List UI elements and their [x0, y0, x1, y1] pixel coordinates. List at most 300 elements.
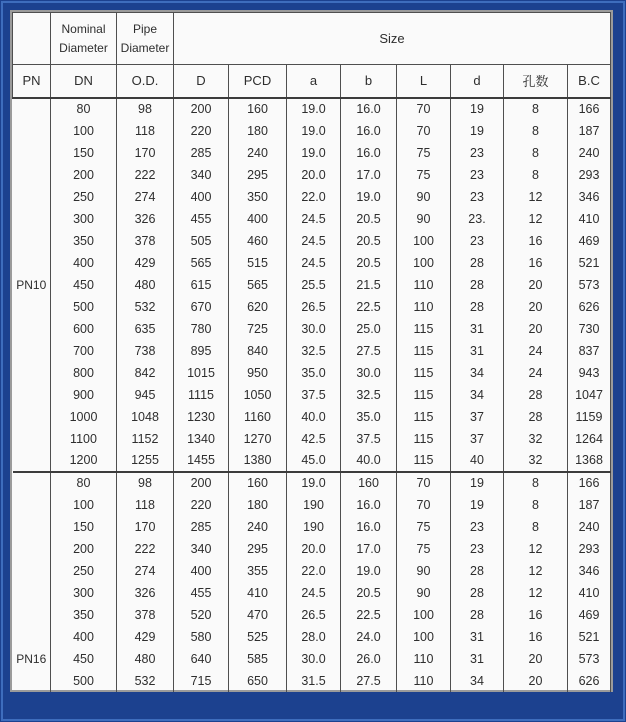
cell: 32 — [504, 428, 568, 450]
table-row — [13, 428, 611, 450]
cell: 115 — [397, 318, 451, 340]
cell: 274 — [117, 560, 174, 582]
column-header-d-bolt: d — [451, 65, 504, 98]
cell: 350 — [51, 230, 117, 252]
cell: 187 — [568, 120, 611, 142]
cell: 840 — [229, 340, 287, 362]
cell: 455 — [174, 208, 229, 230]
cell: 16 — [504, 252, 568, 274]
cell: 115 — [397, 450, 451, 472]
cell: 26.0 — [341, 648, 397, 670]
cell: 12 — [504, 538, 568, 560]
cell: 70 — [397, 120, 451, 142]
cell: 40.0 — [287, 406, 341, 428]
cell: 580 — [174, 626, 229, 648]
cell: 25.5 — [287, 274, 341, 296]
cell: 31 — [451, 340, 504, 362]
cell: 115 — [397, 362, 451, 384]
section-label-pn10: PN10 — [13, 98, 51, 472]
cell: 12 — [504, 186, 568, 208]
cell: 24.5 — [287, 252, 341, 274]
cell: 1230 — [174, 406, 229, 428]
cell: 20 — [504, 648, 568, 670]
cell: 8 — [504, 98, 568, 120]
cell: 640 — [174, 648, 229, 670]
cell: 410 — [229, 582, 287, 604]
cell: 285 — [174, 142, 229, 164]
header-size: Size — [174, 13, 611, 65]
cell: 187 — [568, 494, 611, 516]
cell: 626 — [568, 296, 611, 318]
cell: 34 — [451, 362, 504, 384]
cell: 28 — [451, 252, 504, 274]
cell: 1380 — [229, 450, 287, 472]
cell: 450 — [51, 648, 117, 670]
cell: 469 — [568, 230, 611, 252]
table-row — [13, 406, 611, 428]
cell: 670 — [174, 296, 229, 318]
table-row — [13, 494, 611, 516]
cell: 28 — [451, 560, 504, 582]
cell: 1255 — [117, 450, 174, 472]
nominal-diameter-line2: Diameter — [59, 40, 108, 55]
cell: 90 — [397, 560, 451, 582]
cell: 20 — [504, 274, 568, 296]
cell: 400 — [229, 208, 287, 230]
table-row — [13, 186, 611, 208]
cell: 715 — [174, 670, 229, 692]
pipe-diameter-line2: Diameter — [120, 40, 170, 55]
cell: 295 — [229, 164, 287, 186]
column-header-dn: DN — [51, 65, 117, 98]
header-row-columns — [13, 65, 611, 98]
cell: 30.0 — [287, 318, 341, 340]
cell: 515 — [229, 252, 287, 274]
column-header-pn: PN — [13, 65, 51, 98]
cell: 274 — [117, 186, 174, 208]
cell: 521 — [568, 626, 611, 648]
cell: 32 — [504, 450, 568, 472]
cell: 26.5 — [287, 604, 341, 626]
cell: 75 — [397, 516, 451, 538]
table-row — [13, 164, 611, 186]
cell: 150 — [51, 142, 117, 164]
cell: 23 — [451, 186, 504, 208]
cell: 350 — [229, 186, 287, 208]
cell: 20 — [504, 318, 568, 340]
cell: 98 — [117, 98, 174, 120]
cell: 429 — [117, 626, 174, 648]
cell: 19.0 — [287, 142, 341, 164]
cell: 110 — [397, 274, 451, 296]
cell: 521 — [568, 252, 611, 274]
cell: 600 — [51, 318, 117, 340]
table-row — [13, 582, 611, 604]
cell: 28 — [451, 604, 504, 626]
cell: 24.5 — [287, 582, 341, 604]
cell: 16.0 — [341, 120, 397, 142]
cell: 293 — [568, 538, 611, 560]
cell: 28.0 — [287, 626, 341, 648]
cell: 326 — [117, 582, 174, 604]
cell: 75 — [397, 142, 451, 164]
cell: 285 — [174, 516, 229, 538]
cell: 573 — [568, 648, 611, 670]
cell: 22.5 — [341, 296, 397, 318]
cell: 180 — [229, 494, 287, 516]
cell: 100 — [397, 604, 451, 626]
cell: 110 — [397, 670, 451, 692]
cell: 90 — [397, 208, 451, 230]
table-row — [13, 274, 611, 296]
cell: 620 — [229, 296, 287, 318]
cell: 250 — [51, 560, 117, 582]
cell: 532 — [117, 670, 174, 692]
table-row — [13, 670, 611, 692]
pipe-diameter-line1: Pipe — [132, 21, 158, 36]
cell: 800 — [51, 362, 117, 384]
cell: 293 — [568, 164, 611, 186]
cell: 28 — [451, 274, 504, 296]
cell: 190 — [287, 516, 341, 538]
cell: 28 — [451, 582, 504, 604]
cell: 738 — [117, 340, 174, 362]
cell: 115 — [397, 384, 451, 406]
cell: 100 — [397, 230, 451, 252]
cell: 24 — [504, 340, 568, 362]
column-header-od: O.D. — [117, 65, 174, 98]
cell: 220 — [174, 494, 229, 516]
header-row-groups — [13, 13, 611, 65]
cell: 1200 — [51, 450, 117, 472]
cell: 8 — [504, 120, 568, 142]
cell: 12 — [504, 208, 568, 230]
cell: 19 — [451, 98, 504, 120]
column-header-b: b — [341, 65, 397, 98]
cell: 8 — [504, 164, 568, 186]
cell: 40.0 — [341, 450, 397, 472]
column-header-l: L — [397, 65, 451, 98]
table-body — [13, 98, 611, 692]
cell: 650 — [229, 670, 287, 692]
cell: 20.0 — [287, 538, 341, 560]
cell: 90 — [397, 186, 451, 208]
cell: 240 — [229, 516, 287, 538]
cell: 20.5 — [341, 230, 397, 252]
cell: 12 — [504, 560, 568, 582]
cell: 300 — [51, 208, 117, 230]
cell: 460 — [229, 230, 287, 252]
cell: 42.5 — [287, 428, 341, 450]
cell: 615 — [174, 274, 229, 296]
cell: 70 — [397, 494, 451, 516]
cell: 28 — [504, 384, 568, 406]
cell: 98 — [117, 472, 174, 494]
cell: 25.0 — [341, 318, 397, 340]
cell: 37 — [451, 406, 504, 428]
cell: 400 — [174, 186, 229, 208]
cell: 27.5 — [341, 340, 397, 362]
cell: 37.5 — [287, 384, 341, 406]
cell: 1015 — [174, 362, 229, 384]
cell: 346 — [568, 560, 611, 582]
cell: 37 — [451, 428, 504, 450]
cell: 170 — [117, 142, 174, 164]
cell: 166 — [568, 472, 611, 494]
table-row — [13, 472, 611, 494]
cell: 240 — [229, 142, 287, 164]
cell: 30.0 — [287, 648, 341, 670]
cell: 31 — [451, 626, 504, 648]
cell: 19.0 — [341, 186, 397, 208]
cell: 24.0 — [341, 626, 397, 648]
cell: 27.5 — [341, 670, 397, 692]
table-row — [13, 648, 611, 670]
cell: 240 — [568, 142, 611, 164]
cell: 520 — [174, 604, 229, 626]
cell: 1264 — [568, 428, 611, 450]
cell: 118 — [117, 494, 174, 516]
cell: 22.5 — [341, 604, 397, 626]
cell: 12 — [504, 582, 568, 604]
cell: 23. — [451, 208, 504, 230]
cell: 75 — [397, 164, 451, 186]
table-header — [13, 13, 611, 98]
cell: 1159 — [568, 406, 611, 428]
cell: 31 — [451, 648, 504, 670]
cell: 24.5 — [287, 230, 341, 252]
cell: 40 — [451, 450, 504, 472]
cell: 1000 — [51, 406, 117, 428]
cell: 70 — [397, 472, 451, 494]
table-row — [13, 318, 611, 340]
table-row — [13, 560, 611, 582]
cell: 573 — [568, 274, 611, 296]
cell: 80 — [51, 98, 117, 120]
cell: 842 — [117, 362, 174, 384]
column-header-d-outer: D — [174, 65, 229, 98]
cell: 585 — [229, 648, 287, 670]
cell: 378 — [117, 230, 174, 252]
cell: 160 — [341, 472, 397, 494]
cell: 222 — [117, 164, 174, 186]
cell: 635 — [117, 318, 174, 340]
cell: 20.5 — [341, 582, 397, 604]
column-header-hole-count: 孔数 — [504, 65, 568, 98]
cell: 19.0 — [287, 98, 341, 120]
header-nominal-diameter — [51, 13, 117, 65]
cell: 24 — [504, 362, 568, 384]
section-label-pn16: PN16 — [13, 472, 51, 692]
cell: 20 — [504, 670, 568, 692]
cell: 469 — [568, 604, 611, 626]
cell: 429 — [117, 252, 174, 274]
cell: 8 — [504, 516, 568, 538]
cell: 26.5 — [287, 296, 341, 318]
cell: 115 — [397, 406, 451, 428]
column-header-bc: B.C — [568, 65, 611, 98]
cell: 19 — [451, 472, 504, 494]
cell: 400 — [51, 626, 117, 648]
table-row — [13, 98, 611, 120]
cell: 20.5 — [341, 208, 397, 230]
cell: 340 — [174, 164, 229, 186]
cell: 23 — [451, 516, 504, 538]
cell: 80 — [51, 472, 117, 494]
cell: 37.5 — [341, 428, 397, 450]
cell: 90 — [397, 582, 451, 604]
cell: 950 — [229, 362, 287, 384]
cell: 220 — [174, 120, 229, 142]
cell: 480 — [117, 648, 174, 670]
cell: 480 — [117, 274, 174, 296]
cell: 19 — [451, 494, 504, 516]
column-header-a: a — [287, 65, 341, 98]
cell: 326 — [117, 208, 174, 230]
header-blank-cell — [13, 13, 51, 65]
cell: 340 — [174, 538, 229, 560]
cell: 160 — [229, 98, 287, 120]
table-row — [13, 450, 611, 472]
cell: 20.0 — [287, 164, 341, 186]
cell: 16.0 — [341, 142, 397, 164]
cell: 16.0 — [341, 98, 397, 120]
cell: 22.0 — [287, 560, 341, 582]
cell: 532 — [117, 296, 174, 318]
cell: 110 — [397, 648, 451, 670]
table-row — [13, 120, 611, 142]
cell: 725 — [229, 318, 287, 340]
cell: 28 — [504, 406, 568, 428]
cell: 1047 — [568, 384, 611, 406]
cell: 180 — [229, 120, 287, 142]
cell: 19.0 — [287, 472, 341, 494]
cell: 200 — [174, 98, 229, 120]
cell: 166 — [568, 98, 611, 120]
cell: 470 — [229, 604, 287, 626]
cell: 295 — [229, 538, 287, 560]
header-pipe-diameter — [117, 13, 174, 65]
cell: 28 — [451, 296, 504, 318]
cell: 500 — [51, 296, 117, 318]
table-row — [13, 538, 611, 560]
cell: 115 — [397, 340, 451, 362]
cell: 1152 — [117, 428, 174, 450]
cell: 31.5 — [287, 670, 341, 692]
cell: 780 — [174, 318, 229, 340]
cell: 565 — [174, 252, 229, 274]
nominal-diameter-line1: Nominal — [61, 21, 106, 36]
cell: 1455 — [174, 450, 229, 472]
cell: 20.5 — [341, 252, 397, 274]
table-row — [13, 340, 611, 362]
cell: 16 — [504, 604, 568, 626]
table-frame — [10, 10, 613, 692]
table-row — [13, 296, 611, 318]
cell: 240 — [568, 516, 611, 538]
cell: 70 — [397, 98, 451, 120]
table-row — [13, 362, 611, 384]
cell: 190 — [287, 494, 341, 516]
cell: 250 — [51, 186, 117, 208]
cell: 110 — [397, 296, 451, 318]
cell: 20 — [504, 296, 568, 318]
cell: 31 — [451, 318, 504, 340]
cell: 100 — [397, 252, 451, 274]
cell: 1270 — [229, 428, 287, 450]
cell: 19 — [451, 120, 504, 142]
cell: 500 — [51, 670, 117, 692]
cell: 170 — [117, 516, 174, 538]
cell: 1100 — [51, 428, 117, 450]
cell: 1048 — [117, 406, 174, 428]
cell: 943 — [568, 362, 611, 384]
table-row — [13, 142, 611, 164]
cell: 1340 — [174, 428, 229, 450]
cell: 30.0 — [341, 362, 397, 384]
cell: 626 — [568, 670, 611, 692]
table-row — [13, 516, 611, 538]
cell: 200 — [51, 538, 117, 560]
cell: 32.5 — [341, 384, 397, 406]
table-row — [13, 252, 611, 274]
cell: 505 — [174, 230, 229, 252]
cell: 350 — [51, 604, 117, 626]
cell: 346 — [568, 186, 611, 208]
cell: 100 — [51, 494, 117, 516]
cell: 17.0 — [341, 538, 397, 560]
cell: 115 — [397, 428, 451, 450]
cell: 450 — [51, 274, 117, 296]
cell: 16 — [504, 230, 568, 252]
cell: 118 — [117, 120, 174, 142]
table-row — [13, 384, 611, 406]
table-row — [13, 604, 611, 626]
cell: 300 — [51, 582, 117, 604]
cell: 1050 — [229, 384, 287, 406]
cell: 34 — [451, 670, 504, 692]
cell: 565 — [229, 274, 287, 296]
cell: 410 — [568, 208, 611, 230]
table-row — [13, 626, 611, 648]
cell: 160 — [229, 472, 287, 494]
cell: 100 — [397, 626, 451, 648]
table-row — [13, 230, 611, 252]
cell: 16 — [504, 626, 568, 648]
cell: 22.0 — [287, 186, 341, 208]
cell: 895 — [174, 340, 229, 362]
cell: 16.0 — [341, 516, 397, 538]
cell: 378 — [117, 604, 174, 626]
cell: 21.5 — [341, 274, 397, 296]
cell: 19.0 — [287, 120, 341, 142]
cell: 45.0 — [287, 450, 341, 472]
cell: 837 — [568, 340, 611, 362]
cell: 35.0 — [287, 362, 341, 384]
cell: 32.5 — [287, 340, 341, 362]
cell: 8 — [504, 494, 568, 516]
cell: 700 — [51, 340, 117, 362]
cell: 8 — [504, 472, 568, 494]
cell: 23 — [451, 142, 504, 164]
cell: 17.0 — [341, 164, 397, 186]
flange-dimensions-table — [12, 12, 611, 692]
cell: 1115 — [174, 384, 229, 406]
column-header-pcd: PCD — [229, 65, 287, 98]
cell: 1160 — [229, 406, 287, 428]
cell: 200 — [51, 164, 117, 186]
cell: 23 — [451, 538, 504, 560]
